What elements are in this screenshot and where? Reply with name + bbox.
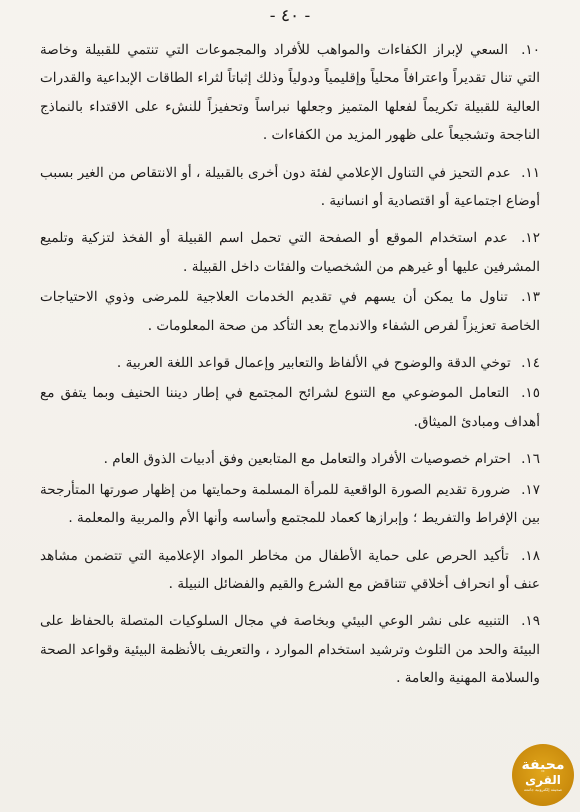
page-number: - ٤٠ - (269, 6, 311, 26)
item-number: ١٥. (521, 385, 540, 402)
item-text: عدم استخدام الموقع أو الصفحة التي تحمل اسم القبيلة أو الفخذ لتزكية وتلميع المشرفين عليها أو غيرهم من الشخصيات والفئات داخل القبيلة . (40, 230, 540, 275)
item-number: ١١. (521, 164, 541, 181)
item-number: ١٢. (521, 230, 540, 247)
item-text: تأكيد الحرص على حماية الأطفال من مخاطر المواد الإعلامية التي تتضمن مشاهد عنف أو انحراف أخلاقي تتناقض مع الشرع والقيم والفضائل النبيلة . (40, 547, 540, 592)
item-number: ١٨. (521, 547, 540, 564)
item-text: ضرورة تقديم الصورة الواقعية للمرأة المسلمة وحمايتها من إظهار صورتها المتأرجحة بين الإفراط والتفريط ؛ وإبرازها كعماد للمجتمع وأساسه وأنها الأم والمربية والمعلمة . (40, 481, 540, 527)
charter-items-list (40, 36, 540, 702)
list-item-17 (40, 476, 540, 533)
item-text: التنبيه على نشر الوعي البيئي وبخاصة في مجال السلوكيات المتصلة بالحفاظ على البيئة والحد من التلوث وترشيد استخدام الموارد ، والتعريف بالأنظمة البيئية وقواعد الصحة والسلامة المهنية والعامة . (40, 613, 540, 687)
item-number: ١٣. (521, 289, 540, 306)
item-text: تناول ما يمكن أن يسهم في تقديم الخدمات العلاجية للمرضى وذوي الاحتياجات الخاصة تعزيزاً لفرص الشفاء والاندماج بعد التأكد من صحة المعلومات . (40, 289, 540, 334)
list-item-11 (40, 159, 540, 216)
item-number: ١٦. (521, 451, 540, 468)
item-text: توخي الدقة والوضوح في الألفاظ والتعابير وإعمال قواعد اللغة العربية . (116, 355, 511, 372)
item-text: السعي لإبراز الكفاءات والمواهب للأفراد والمجموعات التي تنتمي للقبيلة وخاصة التي تنال تقديراً واعترافاً محلياً وإقليمياً ودولياً وذلك إثباتاً لثراء الطاقات الإبداعية والقدرات العالية للقبيلة تكريماً لفعلها المتميز وجعلها نبراساً وتحفيزاً للنشء على الاقتداء بالنماذج الناجحة وتشجيعاً على ظهور المزيد من الكفاءات . (40, 42, 540, 144)
list-item-10 (40, 36, 540, 150)
list-item-18 (40, 542, 540, 599)
item-number: ١٩. (521, 613, 540, 630)
item-text: عدم التحيز في التناول الإعلامي لفئة دون أخرى بالقبيلة ، أو الانتقاص من الغير بسبب أوضاع اجتماعية أو اقتصادية أو انسانية . (40, 164, 540, 210)
logo-caption: صحيفة إلكترونية جامعة (523, 787, 563, 792)
logo-text-line1: محيفة (521, 757, 565, 773)
item-number: ١٤. (521, 355, 540, 372)
item-number: ١٧. (521, 481, 540, 498)
list-item-19 (40, 607, 540, 692)
logo-text-line2: القرى (525, 773, 561, 787)
publisher-logo (512, 744, 574, 806)
item-number: ١٠. (521, 42, 540, 58)
list-item-13 (40, 283, 540, 340)
list-item-12 (40, 224, 540, 281)
item-text: التعامل الموضوعي مع التنوع لشرائح المجتمع في إطار ديننا الحنيف وبما يتفق مع أهداف ومبادئ الميثاق. (40, 385, 540, 430)
list-item-15 (40, 379, 540, 436)
list-item-16 (40, 445, 540, 473)
list-item-14 (40, 349, 540, 377)
item-text: احترام خصوصيات الأفراد والتعامل مع المتابعين وفق أدبيات الذوق العام . (103, 451, 511, 468)
